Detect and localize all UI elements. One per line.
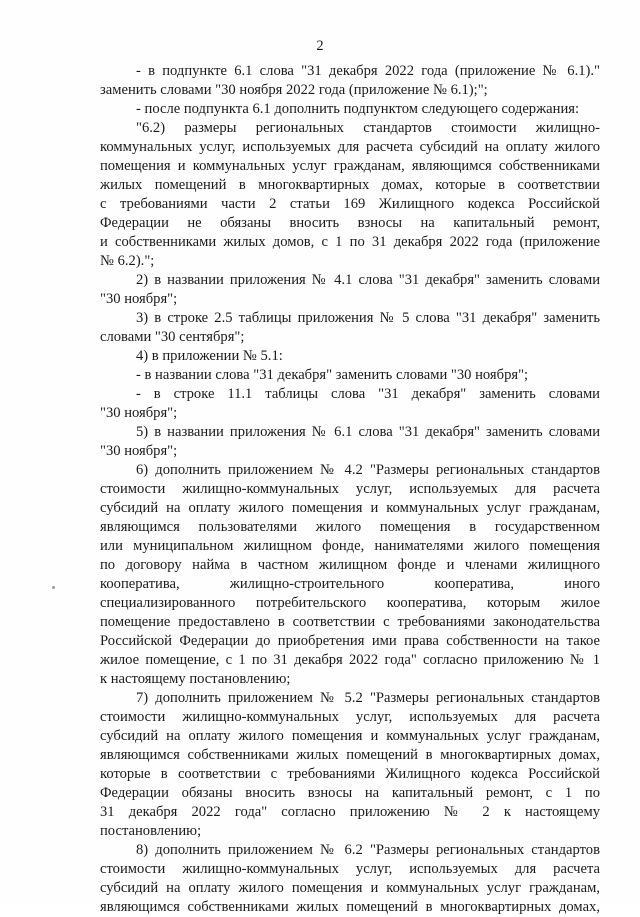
- document-line: субсидий на оплату жилого помещения и коммунальных услуг гражданам,: [100, 880, 600, 896]
- document-line: специализированного потребительского кооператива, которым жилое: [100, 595, 600, 611]
- document-line: 2) в названии приложения № 4.1 слова "31 декабря" заменить словами: [136, 272, 600, 288]
- document-line: субсидий на оплату жилого помещения и коммунальных услуг гражданам,: [100, 728, 600, 744]
- document-line: 8) дополнить приложением № 6.2 "Размеры региональных стандартов: [136, 842, 600, 858]
- document-line: № 6.2).";: [100, 253, 155, 269]
- document-line: "30 ноября";: [100, 405, 178, 421]
- document-line: к настоящему постановлению;: [100, 671, 291, 687]
- document-line: 4) в приложении № 5.1:: [136, 348, 283, 364]
- document-line: заменить словами "30 ноября 2022 года (приложение № 6.1);";: [100, 82, 488, 98]
- document-line: являющимся пользователями жилого помещения в государственном: [100, 519, 600, 535]
- document-line: субсидий на оплату жилого помещения и коммунальных услуг гражданам,: [100, 500, 600, 516]
- document-line: Федерации не обязаны вносить взносы на капитальный ремонт,: [100, 215, 600, 231]
- document-line: 7) дополнить приложением № 5.2 "Размеры региональных стандартов: [136, 690, 600, 706]
- document-line: 6) дополнить приложением № 4.2 "Размеры региональных стандартов: [136, 462, 600, 478]
- document-line: "30 ноября";: [100, 291, 178, 307]
- document-line: "6.2) размеры региональных стандартов стоимости жилищно-: [136, 120, 600, 136]
- document-line: жилое помещение, с 1 по 31 декабря 2022 года" согласно приложению № 1: [100, 652, 600, 668]
- document-line: стоимости жилищно-коммунальных услуг, используемых для расчета: [100, 709, 600, 725]
- document-line: - в строке 11.1 таблицы слова "31 декабря" заменить словами: [136, 386, 600, 402]
- document-line: по договору найма в частном жилищном фонде и членами жилищного: [100, 557, 600, 573]
- document-line: кооператива, жилищно-строительного кооператива, иного: [100, 576, 600, 592]
- document-line: 5) в названии приложения № 6.1 слова "31 декабря" заменить словами: [136, 424, 600, 440]
- document-line: стоимости жилищно-коммунальных услуг, используемых для расчета: [100, 861, 600, 877]
- scan-speck: [52, 586, 55, 589]
- document-line: являющимся собственниками жилых помещений в многоквартирных домах,: [100, 747, 600, 763]
- document-line: или муниципальном жилищном фонде, нанимателями жилого помещения: [100, 538, 600, 554]
- document-line: помещение предоставлено в соответствии с требованиями законодательства: [100, 614, 600, 630]
- document-line: коммунальных услуг, используемых для расчета субсидий на оплату жилого: [100, 139, 600, 155]
- document-line: словами "30 сентября";: [100, 329, 245, 345]
- document-line: помещения и коммунальных услуг гражданам, являющимся собственниками: [100, 158, 600, 174]
- document-line: являющимся собственниками жилых помещений в многоквартирных домах,: [100, 899, 600, 915]
- document-line: - в подпункте 6.1 слова "31 декабря 2022 года (приложение № 6.1).": [136, 63, 600, 79]
- document-line: 31 декабря 2022 года" согласно приложению № 2 к настоящему: [100, 804, 600, 820]
- document-line: и собственниками жилых домов, с 1 по 31 декабря 2022 года (приложение: [100, 234, 600, 250]
- document-line: - в названии слова "31 декабря" заменить словами "30 ноября";: [136, 367, 529, 383]
- document-line: Федерации обязаны вносить взносы на капитальный ремонт, с 1 по: [100, 785, 600, 801]
- page-number: 2: [316, 38, 324, 54]
- document-line: "30 ноября";: [100, 443, 178, 459]
- document-line: которые в соответствии с требованиями Жилищного кодекса Российской: [100, 766, 600, 782]
- document-line: 3) в строке 2.5 таблицы приложения № 5 слова "31 декабря" заменить: [136, 310, 600, 326]
- document-line: - после подпункта 6.1 дополнить подпунктом следующего содержания:: [136, 101, 580, 117]
- document-line: жилых помещений в многоквартирных домах, которые в соответствии: [100, 177, 600, 193]
- document-line: Российской Федерации до приобретения ими права собственности на такое: [100, 633, 600, 649]
- document-line: постановлению;: [100, 823, 202, 839]
- document-line: с требованиями части 2 статьи 169 Жилищного кодекса Российской: [100, 196, 600, 212]
- document-body: [100, 62, 600, 917]
- document-line: стоимости жилищно-коммунальных услуг, используемых для расчета: [100, 481, 600, 497]
